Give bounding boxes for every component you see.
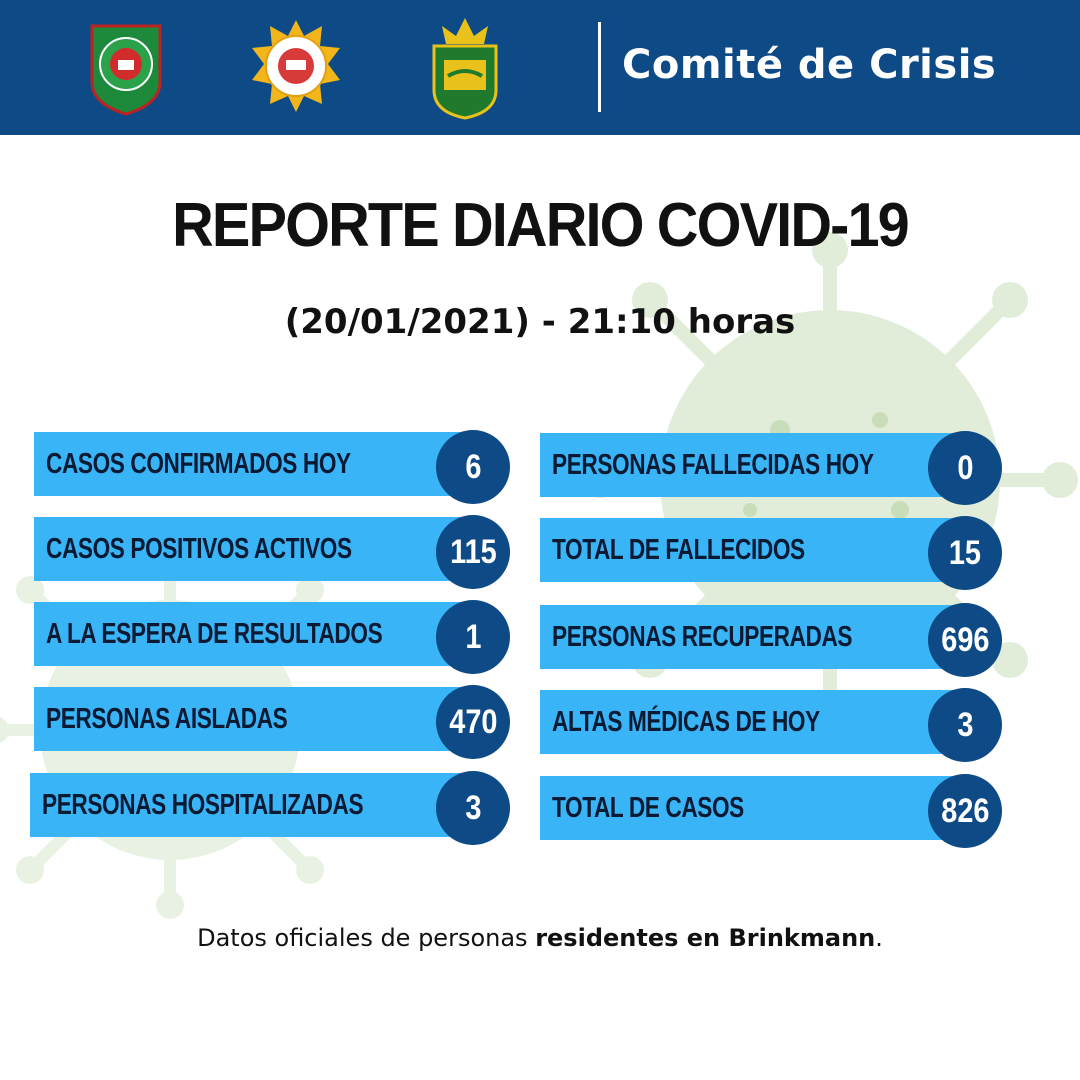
stat-value: 826 (940, 792, 990, 830)
footer-suffix: . (875, 924, 883, 952)
stat-value: 3 (464, 789, 482, 827)
municipal-shield-icon (428, 16, 502, 120)
brand-title: Comité de Crisis (622, 42, 997, 88)
stat-label: PERSONAS HOSPITALIZADAS (42, 789, 364, 821)
stat-value-badge (928, 774, 1002, 848)
stat-label: PERSONAS RECUPERADAS (552, 621, 853, 653)
header-divider (598, 22, 601, 112)
stat-total-de-casos (540, 776, 1002, 840)
stat-casos-positivos-activos (34, 517, 510, 581)
stat-altas-medicas-de-hoy (540, 690, 1002, 754)
stat-label: PERSONAS FALLECIDAS HOY (552, 449, 874, 481)
stat-personas-recuperadas (540, 605, 1002, 669)
stat-value-badge (436, 515, 510, 589)
bomberos-badge-icon (86, 20, 166, 116)
stat-value: 3 (956, 706, 974, 744)
stat-label: CASOS CONFIRMADOS HOY (46, 448, 351, 480)
stat-label: CASOS POSITIVOS ACTIVOS (46, 533, 352, 565)
stat-value: 1 (464, 618, 482, 656)
stat-value-badge (436, 600, 510, 674)
stat-value-badge (436, 430, 510, 504)
stat-value: 115 (449, 533, 497, 571)
report-subtitle: (20/01/2021) - 21:10 horas (284, 302, 796, 342)
stat-value-badge (928, 688, 1002, 762)
header-bar (0, 0, 1080, 135)
stat-personas-fallecidas-hoy (540, 433, 1002, 497)
report-title: REPORTE DIARIO COVID-19 (172, 191, 908, 260)
stat-total-de-fallecidos (540, 518, 1002, 582)
stat-value-badge (928, 603, 1002, 677)
stat-value: 0 (956, 449, 974, 487)
stat-value-badge (436, 771, 510, 845)
stat-label: ALTAS MÉDICAS DE HOY (552, 706, 820, 738)
stat-value: 6 (464, 448, 482, 486)
footer-note (0, 924, 1080, 952)
footer-bold: residentes en Brinkmann (535, 924, 876, 952)
stat-value-badge (436, 685, 510, 759)
stat-value: 696 (940, 621, 990, 659)
policia-badge-icon (248, 18, 344, 114)
stat-personas-hospitalizadas (30, 773, 510, 837)
stat-casos-confirmados-hoy (34, 432, 510, 496)
stat-personas-aisladas (34, 687, 510, 751)
stat-a-la-espera-de-resultados (34, 602, 510, 666)
stat-label: TOTAL DE CASOS (552, 792, 744, 824)
stat-value-badge (928, 431, 1002, 505)
stat-label: TOTAL DE FALLECIDOS (552, 534, 805, 566)
stat-value-badge (928, 516, 1002, 590)
stat-label: A LA ESPERA DE RESULTADOS (46, 618, 383, 650)
footer-prefix: Datos oficiales de personas (197, 924, 536, 952)
stat-value: 470 (448, 703, 498, 741)
stat-value: 15 (948, 534, 982, 572)
stat-label: PERSONAS AISLADAS (46, 703, 288, 735)
